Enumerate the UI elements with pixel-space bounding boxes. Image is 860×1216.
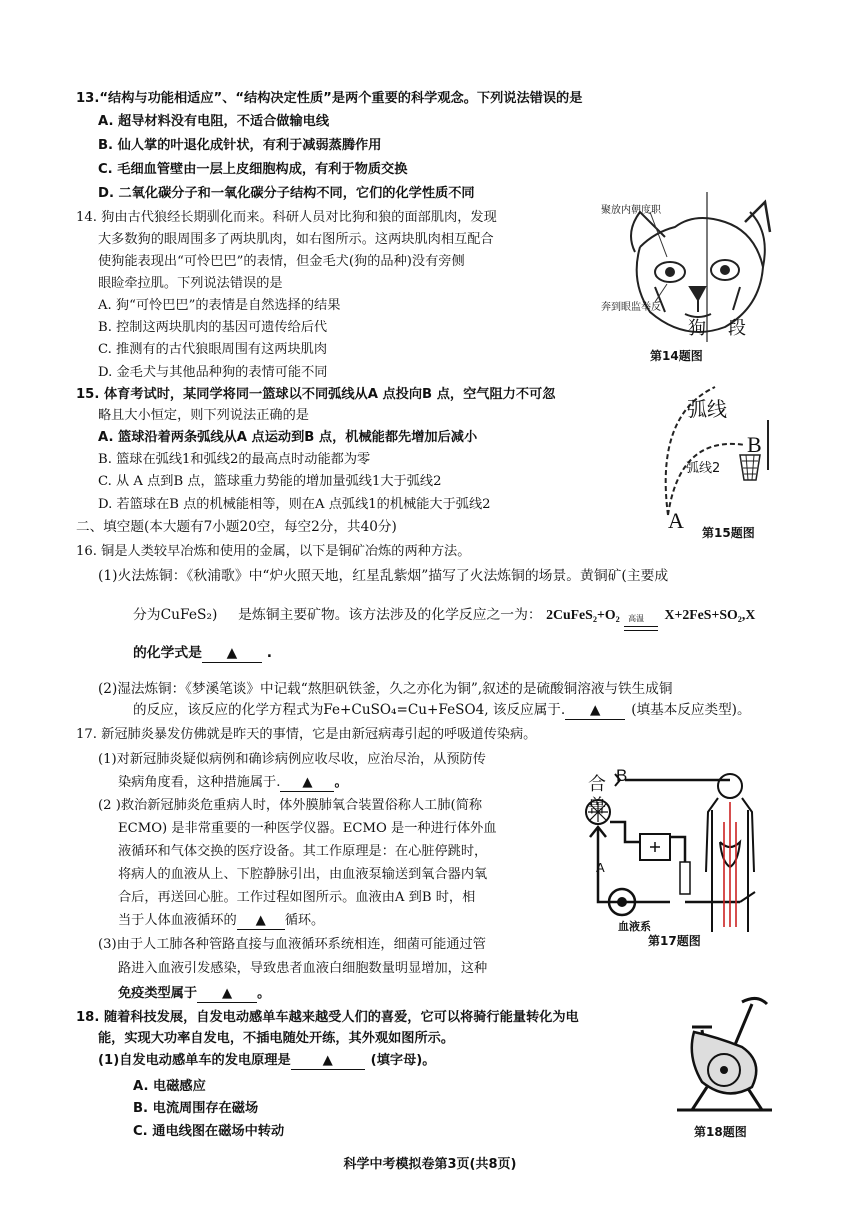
q14-option-d: D. 金毛犬与其他品种狗的表情可能不同 [98,365,328,380]
q16-equation-condition: 高温 [628,614,645,623]
q15-figure-caption: 第15题图 [702,526,755,540]
q16-stem: 16. 铜是人类较早冶炼和使用的金属，以下是铜矿冶炼的两种方法。 [76,544,471,559]
q17-part3-text: 免疫类型属于 [118,986,198,1001]
q13-option-b: B. 仙人掌的叶退化成针状，有利于减弱蒸腾作用 [98,138,382,153]
q15-option-c: C. 从 A 点到B 点，篮球重力势能的增加量弧线1大于弧线2 [98,474,442,489]
q14-figure-label-bottom: 奔到眼监举反 [601,302,661,313]
q17-figure-label-shou: 兽 [588,796,606,817]
q18-stem-2: 能，实现大功率自发电，不插电随处开练，其外观如图所示。 [98,1031,455,1046]
q16-equation-left: 2CuFeS₂+O₂ [546,607,620,622]
q14-figure-caption: 第14题图 [650,349,703,363]
q17-blank-3[interactable]: ▲ [197,985,257,1003]
q17-part2-line5: 合后，再送回心脏。工作过程如图所示。血液由A 到B 时，相 [118,890,476,905]
q14-figure-label-top: 聚放内朝度职 [601,205,661,216]
q18-option-a: A. 电磁感应 [133,1079,206,1094]
q14-figure-label-dog: 狗 [688,318,706,339]
q16-part2-line2 [133,702,751,720]
q16-blank-2[interactable]: ▲ [565,702,625,720]
q15-figure-label-arc1: 弧线 [687,397,727,421]
q17-part3-line1: (3)由于人工肺各种管路直接与血液循环系统相连，细菌可能通过管 [98,937,486,952]
q16-equation-right: X+2FeS+SO₂,X [664,607,756,622]
q17-part2-line2: ECMO) 是非常重要的一种医学仪器。ECMO 是一种进行体外血 [118,821,497,836]
q17-figure-label-B: B [616,766,628,785]
q15-option-d: D. 若篮球在B 点的机械能相等，则在A 点弧线1的机械能大于弧线2 [98,497,491,512]
q17-part1-line1: (1)对新冠肺炎疑似病例和确诊病例应收尽收，应治尽治，从预防传 [98,752,486,767]
q13-option-a: A. 超导材料没有电阻，不适合做输电线 [98,114,330,129]
q18-part1 [98,1052,435,1070]
q15-option-b: B. 篮球在弧线1和弧线2的最高点时动能都为零 [98,452,371,467]
q14-option-a: A. 狗“可怜巴巴”的表情是自然选择的结果 [98,298,341,313]
q17-part2-tail: 循环。 [284,913,325,928]
q14-option-c: C. 推测有的古代狼眼周围有这两块肌肉 [98,342,328,357]
q13-stem: 13.“结构与功能相适应”、“结构决定性质”是两个重要的科学观念。下列说法错误的是 [76,91,583,106]
q13-option-c: C. 毛细血管壁由一层上皮细胞构成，有利于物质交换 [98,162,408,177]
ecmo-figure [580,762,780,937]
q15-stem-1: 15. 体育考试时，某同学将同一篮球以不同弧线从A 点投向B 点，空气阻力不可忽 [76,387,556,402]
q17-part1-text: 染病角度看，这种措施属于. [118,775,281,790]
q17-figure-caption: 第17题图 [648,934,701,948]
q16-part2-tail: (填基本反应类型)。 [631,702,751,718]
q18-blank-1[interactable]: ▲ [291,1052,365,1070]
q14-stem-1: 14. 狗由古代狼经长期驯化而来。科研人员对比狗和狼的面部肌肉，发现 [76,210,497,225]
q16-blank-1[interactable]: ▲ [202,645,262,663]
q15-option-a: A. 篮球沿着两条弧线从A 点运动到B 点，机械能都先增加后减小 [98,430,478,445]
q17-figure-label-he: 合 [588,774,606,795]
q18-part1-text: (1)自发电动感单车的发电原理是 [98,1053,291,1068]
q17-part2-line1: (2 )救治新冠肺炎危重病人时，体外膜肺氧合装置俗称人工肺(简称 [98,798,483,813]
q17-part2-text: 当于人体血液循环的 [118,913,237,928]
q15-stem-2: 略且大小恒定，则下列说法正确的是 [98,408,309,423]
q18-stem-1: 18. 随着科技发展，自发电动感单车越来越受人们的喜爱，它可以将骑行能量转化为电 [76,1010,579,1025]
q16-part1-line1: (1)火法炼铜：《秋浦歌》中“炉火照天地，红星乱紫烟”描写了火法炼铜的场景。黄铜矿(主要成 [98,568,669,584]
q14-figure-label-duan: 段 [728,318,746,339]
section-2-heading: 二、填空题(本大题有7小题20空，每空2分，共40分) [76,519,397,535]
q17-blank-2[interactable]: ▲ [237,912,285,930]
q17-part3-line2: 路进入血液引发感染，导致患者血液白细胞数量明显增加，这种 [118,961,488,976]
q17-figure-label-pump: 血液系 [618,920,651,933]
q17-blank-1[interactable]: ▲ [280,774,334,792]
q17-part1-line2: 染病角度看，这种措施属于. ▲ 。 [118,775,348,790]
q14-stem-4: 眼睑牵拉肌。下列说法错误的是 [98,276,283,291]
q15-figure-label-B: B [747,432,762,457]
exercise-bike-figure [672,992,782,1120]
q14-stem-3: 使狗能表现出“可怜巴巴”的表情，但金毛犬(狗的品种)没有旁侧 [98,254,465,269]
q14-option-b: B. 控制这两块肌肉的基因可遗传给后代 [98,320,328,335]
q18-part1-tail: (填字母)。 [370,1053,436,1068]
q17-part2-line3: 液循环和气体交换的医疗设备。其工作原理是：在心脏停跳时， [118,844,488,859]
q18-figure-caption: 第18题图 [694,1125,747,1139]
q17-figure-label-A: A [596,860,605,875]
q17-part2-line6 [118,912,324,930]
q14-stem-2: 大多数狗的眼周围多了两块肌肉，如右图所示。这两块肌肉相互配合 [98,232,494,247]
q16-part1-line2 [133,606,755,624]
q16-reaction-intro: 是炼铜主要矿物。该方法涉及的化学反应之一为： [238,607,542,623]
q16-part2-text: 的反应，该反应的化学方程式为Fe+CuSO₄=Cu+FeSO4, 该反应属于. [133,702,566,718]
q13-option-d: D. 二氧化碳分子和一氧化碳分子结构不同，它们的化学性质不同 [98,186,475,201]
q17-part3-line3: 免疫类型属于 ▲ 。 [118,986,271,1001]
q16-part2-line1: (2)湿法炼铜：《梦溪笔谈》中记载“熬胆矾铁釜，久之亦化为铜”,叙述的是硫酸铜溶液与铁生成铜 [98,681,673,697]
q18-option-b: B. 电流周围存在磁场 [133,1101,259,1116]
page-footer: 科学中考模拟卷第3页(共8页) [343,1157,517,1172]
q15-figure-label-arc2: 弧线2 [686,461,721,476]
q16-formula-prompt: 的化学式是 [133,645,202,661]
q16-mineral: 分为CuFeS₂) [133,607,218,623]
q17-part2-line4: 将病人的血液从上、下腔静脉引出，由血液泵输送到氧合器内氧 [118,867,488,882]
q17-stem: 17. 新冠肺炎暴发仿佛就是昨天的事情，它是由新冠病毒引起的呼吸道传染病。 [76,727,537,742]
q16-part1-line3: 的化学式是 ▲ . [133,645,273,661]
q18-option-c: C. 通电线图在磁场中转动 [133,1124,285,1139]
q15-figure-label-A: A [668,508,684,533]
